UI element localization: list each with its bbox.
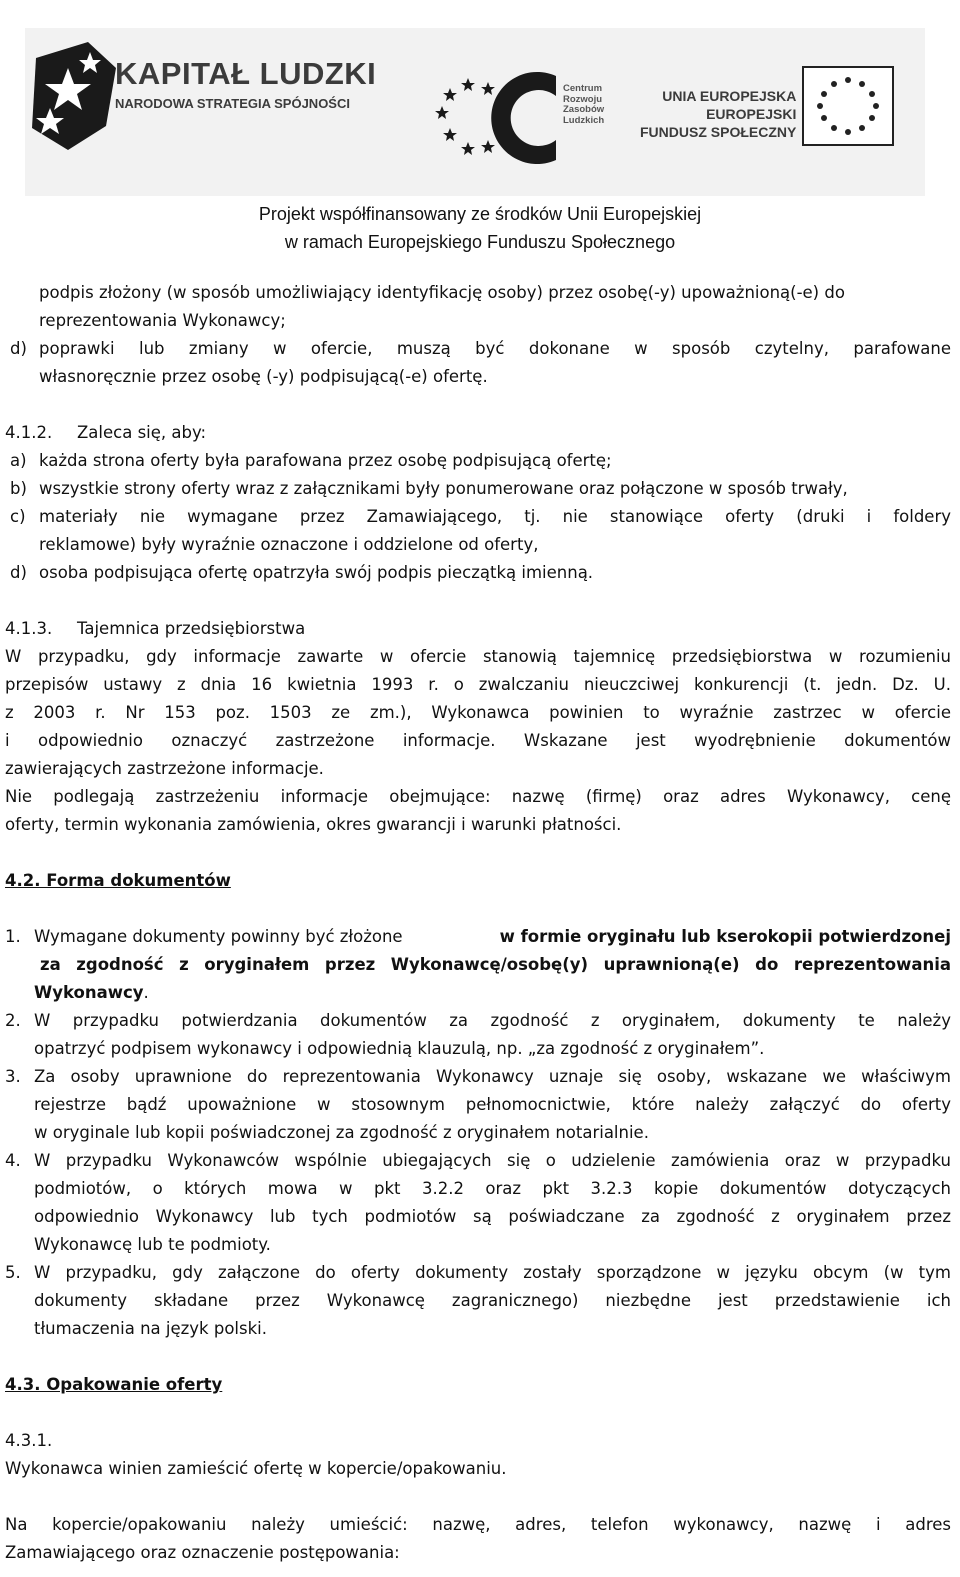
section-title: Zaleca się, aby: xyxy=(77,423,207,442)
paragraph-line: przepisów ustawy z dnia 16 kwietnia 1993 r. o zwalczaniu nieuczciwej konkurencji (t. jedn. Dz. U. xyxy=(5,675,951,694)
c-continuation-line-1: podpis złożony (w sposób umożliwiający identyfikację osoby) przez osobę(-y) upoważnioną(-e) do xyxy=(39,283,845,302)
project-line-2: w ramach Europejskiego Funduszu Społecznego xyxy=(284,232,676,252)
list-item-line: za zgodność z oryginałem przez Wykonawcę/osobę(y) uprawnioną(e) do reprezentowania xyxy=(40,955,951,974)
paragraph-line: i odpowiednio oznaczyć zastrzeżone informacje. Wskazane jest wyodrębnienie dokumentów xyxy=(5,731,951,750)
project-line-1: Projekt współfinansowany ze środków Unii Europejskiej xyxy=(258,204,702,224)
list-label: d) xyxy=(10,563,27,582)
section-number: 4.3.1. xyxy=(5,1431,53,1450)
crzl-line: Centrum xyxy=(563,83,603,94)
paragraph-line: Nie podlegają zastrzeżeniu informacje obejmujące: nazwę (firmę) oraz adres Wykonawcy, cenę xyxy=(5,787,951,806)
paragraph-line: Na kopercie/opakowaniu należy umieścić: nazwę, adres, telefon wykonawcy, nazwę i adres xyxy=(5,1515,951,1534)
list-number: 3. xyxy=(5,1067,21,1086)
kapital-ludzki-wordmark xyxy=(115,56,376,111)
c-continuation-line-2: reprezentowania Wykonawcy; xyxy=(39,311,286,330)
list-item-line: Za osoby uprawnione do reprezentowania Wykonawcy uznaje się osoby, wskazane we właściwym xyxy=(34,1067,951,1086)
list-item: każda strona oferty była parafowana przez osobę podpisującą ofertę; xyxy=(39,451,612,470)
ue-line-3: FUNDUSZ SPOŁECZNY xyxy=(640,124,797,140)
paragraph-line: Wykonawca winien zamieścić ofertę w kopercie/opakowaniu. xyxy=(5,1459,507,1478)
list-item-line: dokumenty składane przez Wykonawcę zagranicznego) niezbędne jest przedstawienie ich xyxy=(34,1291,951,1310)
list-item-line: W przypadku Wykonawców wspólnie ubiegających się o udzielenie zamówienia oraz w przypadku xyxy=(34,1151,951,1170)
d-line-2: własnoręcznie przez osobę (-y) podpisującą(-e) ofertę. xyxy=(39,367,488,386)
paragraph-line: Zamawiającego oraz oznaczenie postępowania: xyxy=(5,1543,400,1562)
crzl-line: Zasobów xyxy=(563,104,605,115)
list-item-line: w oryginale lub kopii poświadczonej za zgodność z oryginałem notarialnie. xyxy=(34,1123,649,1142)
list-item-line xyxy=(34,927,951,946)
section-title: Tajemnica przedsiębiorstwa xyxy=(77,619,306,638)
crzl-line: Ludzkich xyxy=(563,114,605,126)
list-item-line: W przypadku potwierdzania dokumentów za zgodność z oryginałem, dokumenty te należy xyxy=(34,1011,951,1030)
list-item: osoba podpisująca ofertę opatrzyła swój podpis pieczątką imienną. xyxy=(39,563,594,582)
list-label: d) xyxy=(10,339,27,358)
ue-wordmark xyxy=(640,88,796,140)
list-number: 5. xyxy=(5,1263,21,1282)
list-item-line: tłumaczenia na język polski. xyxy=(34,1319,267,1338)
item-text-bold: Wykonawcy xyxy=(34,983,144,1002)
list-item-line: Wykonawcę lub te podmioty. xyxy=(34,1235,271,1254)
eu-flag-icon xyxy=(802,66,894,146)
paragraph-line: W przypadku, gdy informacje zawarte w ofercie stanowią tajemnicę przedsiębiorstwa w rozumieniu xyxy=(5,647,951,666)
list-item-line: podmiotów, o których mowa w pkt 3.2.2 oraz pkt 3.2.3 kopie dokumentów dotyczących xyxy=(34,1179,951,1198)
section-heading: 4.2. Forma dokumentów xyxy=(5,871,231,890)
paragraph-line: zawierających zastrzeżone informacje. xyxy=(5,759,324,778)
crzl-line: Rozwoju xyxy=(563,93,603,105)
section-heading: 4.3. Opakowanie oferty xyxy=(5,1375,223,1394)
list-item-line: opatrzyć podpisem wykonawcy i odpowiednią klauzulą, np. „za zgodność z oryginałem”. xyxy=(34,1039,765,1058)
item-text-bold: w formie oryginału lub kserokopii potwierdzonej xyxy=(499,927,951,946)
list-label: a) xyxy=(10,451,27,470)
kapital-ludzki-subtitle: NARODOWA STRATEGIA SPÓJNOŚCI xyxy=(115,96,350,111)
list-item: materiały nie wymagane przez Zamawiającego, tj. nie stanowiące oferty (druki i foldery xyxy=(39,507,951,526)
list-item: wszystkie strony oferty wraz z załącznikami były ponumerowane oraz połączone w sposób trwały, xyxy=(39,479,848,498)
list-number: 1. xyxy=(5,927,21,946)
d-line-1: poprawki lub zmiany w ofercie, muszą być dokonane w sposób czytelny, parafowane xyxy=(39,339,951,358)
paragraph-line: oferty, termin wykonania zamówienia, okres gwarancji i warunki płatności. xyxy=(5,815,622,834)
item-text-plain: Wymagane dokumenty powinny być złożone xyxy=(34,927,403,946)
ue-line-2: EUROPEJSKI xyxy=(706,106,797,122)
list-label: c) xyxy=(10,507,26,526)
list-item-line: W przypadku, gdy załączone do oferty dokumenty zostały sporządzone w języku obcym (w tym xyxy=(34,1263,951,1282)
list-item-line: rejestrze bądź upoważnione w stosownym pełnomocnictwie, które należy załączyć do oferty xyxy=(34,1095,951,1114)
crzl-wordmark xyxy=(563,84,604,126)
kapital-ludzki-title: KAPITAŁ LUDZKI xyxy=(115,56,377,91)
list-label: b) xyxy=(10,479,27,498)
item-text-plain: . xyxy=(143,983,149,1002)
list-number: 2. xyxy=(5,1011,21,1030)
ue-line-1: UNIA EUROPEJSKA xyxy=(662,88,797,104)
list-item-line: odpowiednio Wykonawcy lub tych podmiotów są poświadczane za zgodność z oryginałem przez xyxy=(34,1207,951,1226)
list-number: 4. xyxy=(5,1151,21,1170)
paragraph-line: z 2003 r. Nr 153 poz. 1503 ze zm.), Wykonawca powinien to wyraźnie zastrzec w ofercie xyxy=(5,703,951,722)
section-number: 4.1.2. xyxy=(5,423,53,442)
section-number: 4.1.3. xyxy=(5,619,53,638)
list-item-line xyxy=(34,983,149,1002)
list-item-continuation: reklamowe) były wyraźnie oznaczone i oddzielone od oferty, xyxy=(39,535,539,554)
